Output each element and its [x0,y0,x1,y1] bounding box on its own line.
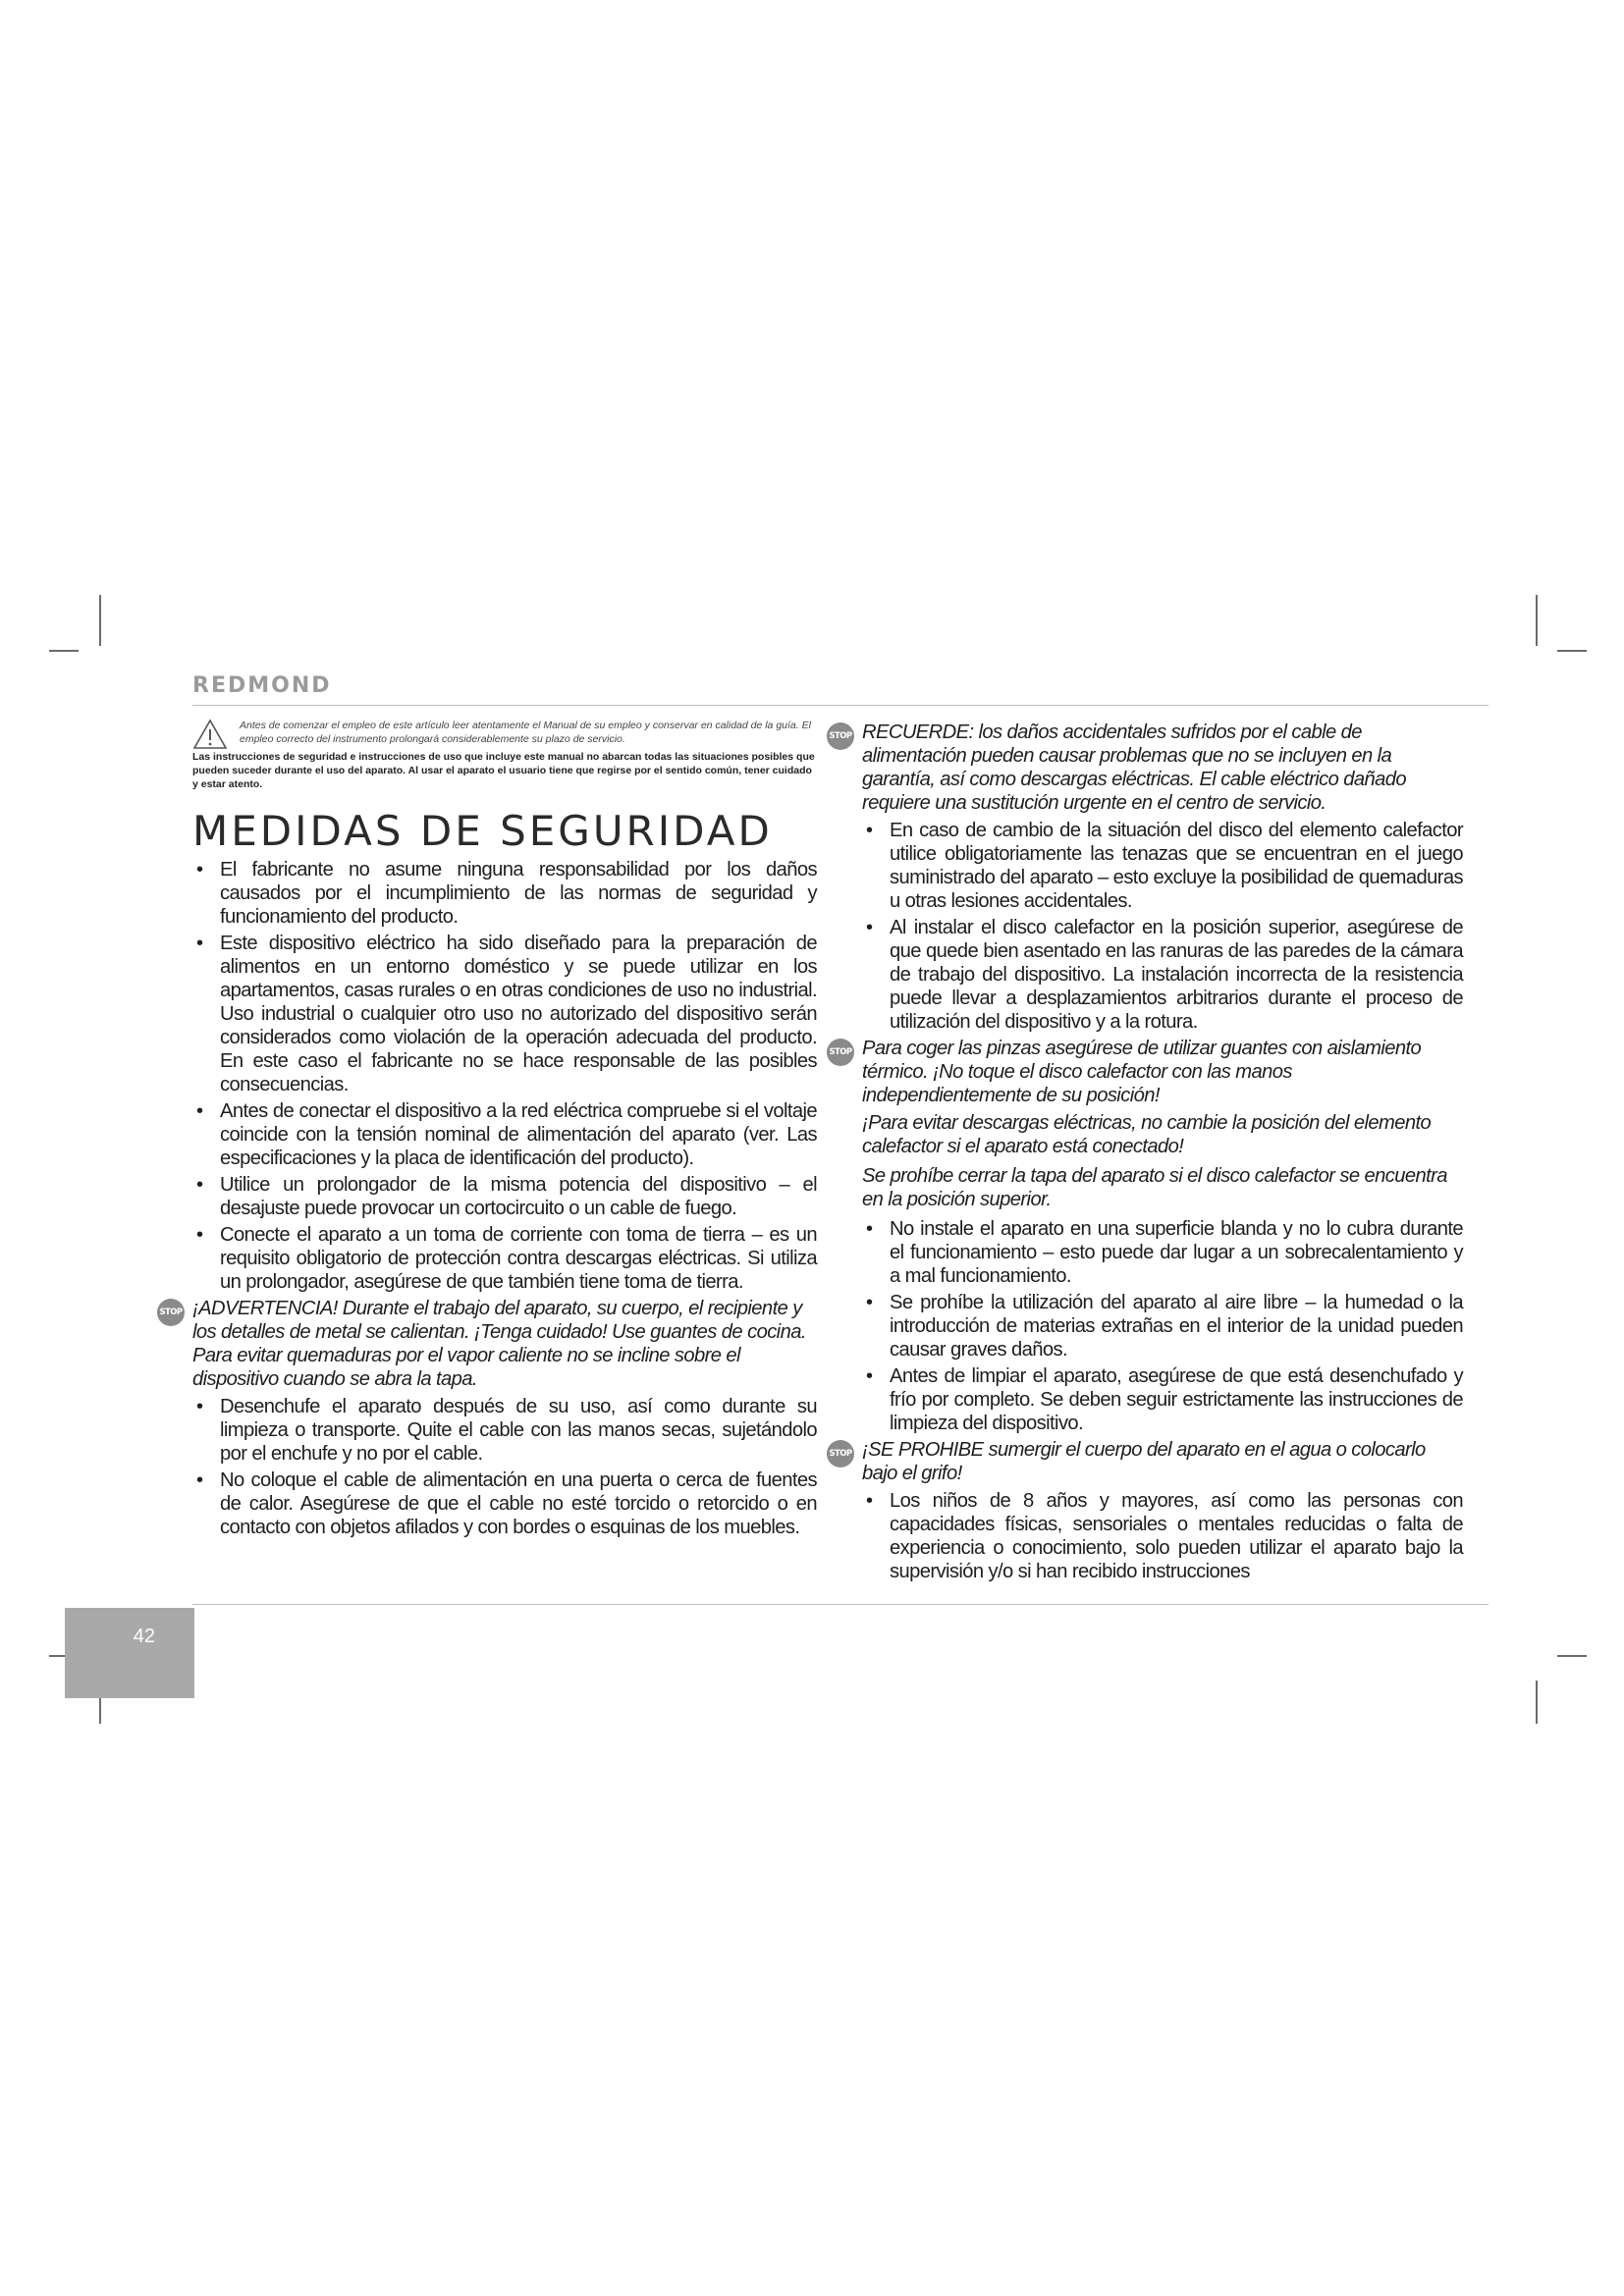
warning-paragraph [159,1297,817,1391]
brand-logo: REDMOND [192,673,332,698]
list-item: • Desenchufe el aparato después de su uso, así como durante su limpieza o transporte. Quite el cable con las manos secas, sujetándolo por el enchufe y no por el cable. [192,1395,817,1466]
list-item: • Conecte el aparato a un toma de corriente con toma de tierra – es un requisito obligatorio de protección contra descargas eléctricas. Si utiliza un prolongador, asegúrese de que también tiene toma de tierra. [192,1223,817,1294]
stop-icon: STOP [827,1440,854,1468]
recuerde-text: RECUERDE: los daños accidentales sufridos por el cable de alimentación pueden causar problemas que no se incluyen en la garantía, así como descargas eléctricas. El cable eléctrico dañado requiere una sustitución urgente en el centro de servicio. [862,721,1407,814]
intro-bold-text: Las instrucciones de seguridad e instrucciones de uso que incluye este manual no abarcan todas las situaciones posibles que pueden suceder durante el uso del aparato. Al usar el aparato el usuario tiene que regirse por el sentido común, tener cuidado y estar atento. [192,751,815,790]
list-item: • Antes de conectar el dispositivo a la red eléctrica compruebe si el voltaje coincide con la tensión nominal de alimentación del aparato (ver. Las especificaciones y la placa de identificación del producto). [192,1099,817,1170]
crop-mark [1536,595,1538,646]
bullet-list [862,1217,1463,1435]
bullet-list [862,819,1463,1034]
list-item: • Utilice un prolongador de la misma potencia del dispositivo – el desajuste puede provocar un cortocircuito o un cable de fuego. [192,1173,817,1220]
intro-italic-text: Antes de comenzar el empleo de este artículo leer atentamente el Manual de su empleo y conservar en calidad de la guía. El empleo correcto del instrumento prolongará considerablemente su plazo de servicio. [240,720,811,745]
page-number: 42 [133,1626,155,1647]
list-item: • Este dispositivo eléctrico ha sido diseñado para la preparación de alimentos en un entorno doméstico y se puede utilizar en los apartamentos, casas rurales o en otras condiciones de uso no industrial. Uso industrial o cualquier otro uso no autorizado del dispositivo serán considerados como violación de la operación adecuada del producto. En este caso el fabricante no se hace responsable de las posibles consecuencias. [192,932,817,1096]
stop-icon: STOP [827,722,854,750]
intro-note [192,719,817,746]
warning-text: ¡ADVERTENCIA! Durante el trabajo del aparato, su cuerpo, el recipiente y los detalles de metal se calientan. ¡Tenga cuidado! Use guantes de cocina. Para evitar quemaduras por el vapor caliente no se incline sobre el dispositivo cuando se abra la tapa. [192,1298,806,1390]
bullet-list [862,1489,1463,1583]
gloves-text: Para coger las pinzas asegúrese de utilizar guantes con aislamiento térmico. ¡No toque el disco calefactor con las manos independientemente de su posición! [862,1038,1422,1106]
crop-mark [49,650,79,652]
crop-mark [1557,650,1587,652]
prohibition-paragraph [829,1438,1463,1485]
footer-rule [192,1604,1489,1605]
bullet-list [192,858,817,1294]
list-item: • El fabricante no asume ninguna responsabilidad por los daños causados por el incumplimiento de las normas de seguridad y funcionamiento del producto. [192,858,817,929]
header-rule [192,705,1489,706]
gloves-paragraph [829,1037,1463,1107]
stop-icon: STOP [827,1039,854,1066]
crop-mark [1557,1655,1587,1657]
recuerde-paragraph [829,721,1463,815]
page-title: MEDIDAS DE SEGURIDAD [192,807,773,855]
bullet-list [192,1395,817,1539]
list-item: • Al instalar el disco calefactor en la posición superior, asegúrese de que quede bien asentado en las ranuras de las paredes de la cámara de trabajo del dispositivo. La instalación incorrecta de la resistencia puede llevar a desplazamientos arbitrarios durante el proceso de utilización del dispositivo y a la rotura. [862,916,1463,1034]
crop-mark [99,595,101,646]
stop-icon: STOP [157,1299,185,1326]
list-item: • Se prohíbe la utilización del aparato al aire libre – la humedad o la introducción de materias extrañas en el interior de la unidad pueden causar graves daños. [862,1291,1463,1362]
warning-triangle-icon [192,719,228,750]
list-item: • Los niños de 8 años y mayores, así como las personas con capacidades físicas, sensoriales o mentales reducidas o falta de experiencia o conocimiento, solo pueden utilizar el aparato bajo la supervisión y/o si han recibido instrucciones [862,1489,1463,1583]
electric-shock-note: ¡Para evitar descargas eléctricas, no cambie la posición del elemento calefactor si el aparato está conectado! [862,1112,1432,1157]
list-item: • Antes de limpiar el aparato, asegúrese de que está desenchufado y frío por completo. Se deben seguir estrictamente las instrucciones de limpieza del dispositivo. [862,1364,1463,1435]
list-item: • En caso de cambio de la situación del disco del elemento calefactor utilice obligatoriamente las tenazas que se encuentran en el juego suministrado del aparato – esto excluye la posibilidad de quemaduras u otras lesiones accidentales. [862,819,1463,913]
crop-mark [1536,1681,1538,1724]
lid-note: Se prohíbe cerrar la tapa del aparato si el disco calefactor se encuentra en la posición superior. [862,1165,1447,1210]
list-item: • No coloque el cable de alimentación en una puerta o cerca de fuentes de calor. Asegúrese de que el cable no esté torcido o retorcido o en contacto con objetos afilados y con bordes o esquinas de los muebles. [192,1468,817,1539]
prohibition-text: ¡SE PROHIBE sumergir el cuerpo del aparato en el agua o colocarlo bajo el grifo! [862,1439,1426,1484]
list-item: • No instale el aparato en una superficie blanda y no lo cubra durante el funcionamiento – esto puede dar lugar a un sobrecalentamiento y a mal funcionamiento. [862,1217,1463,1288]
right-column [829,719,1463,1586]
left-column [159,719,817,1542]
page-number-box [65,1608,194,1698]
